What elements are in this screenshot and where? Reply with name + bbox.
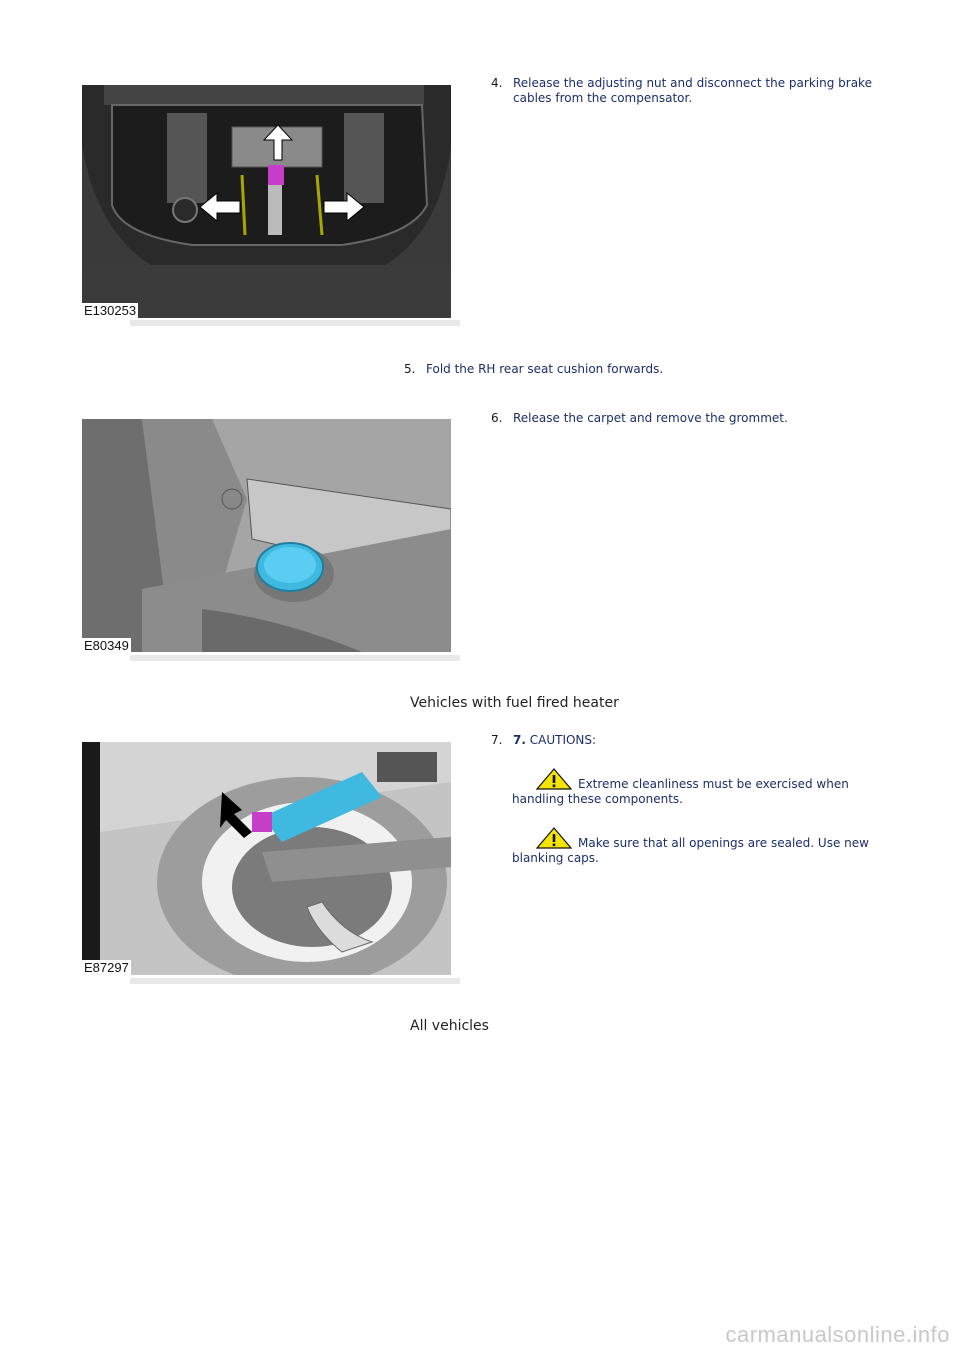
caption-strip xyxy=(130,655,460,661)
step-number: 6. xyxy=(491,411,503,425)
caution-item xyxy=(512,768,892,807)
caution-text: Make sure that all openings are sealed. Use new blanking caps. xyxy=(512,836,869,865)
warning-triangle-icon xyxy=(536,827,572,849)
step-7 xyxy=(491,733,893,748)
step-6 xyxy=(491,411,893,426)
step-text: Release the adjusting nut and disconnect the parking brake cables from the compensator. xyxy=(513,76,872,105)
figure-label: E80349 xyxy=(84,638,129,653)
figure-carpet-grommet xyxy=(82,419,451,652)
step-number: 5. xyxy=(404,362,416,376)
step-number: 4. xyxy=(491,76,503,90)
caution-text: Extreme cleanliness must be exercised when handling these components. xyxy=(512,777,849,806)
fuel-lines-illustration xyxy=(82,742,451,975)
section-heading-all-vehicles: All vehicles xyxy=(410,1018,489,1034)
warning-triangle-icon xyxy=(536,768,572,790)
section-heading-fuel-heater: Vehicles with fuel fired heater xyxy=(410,695,619,711)
watermark: carmanualsonline.info xyxy=(725,1322,950,1347)
grommet-illustration xyxy=(82,419,451,652)
caption-strip xyxy=(130,978,460,984)
caution-step-number: 7. xyxy=(513,733,526,747)
figure-fuel-heater-lines xyxy=(82,742,451,975)
figure-label: E130253 xyxy=(84,303,137,318)
figure-label: E87297 xyxy=(84,960,129,975)
step-text: Release the carpet and remove the grommet. xyxy=(513,411,788,425)
step-5 xyxy=(404,362,806,377)
figure-parking-brake-compensator xyxy=(82,85,451,318)
caption-strip xyxy=(130,320,460,326)
cautions-heading: CAUTIONS: xyxy=(529,733,597,747)
step-text: Fold the RH rear seat cushion forwards. xyxy=(426,362,664,376)
caution-item xyxy=(512,827,892,866)
compensator-illustration xyxy=(82,85,451,318)
step-number: 7. xyxy=(491,733,503,747)
step-4 xyxy=(491,76,893,106)
